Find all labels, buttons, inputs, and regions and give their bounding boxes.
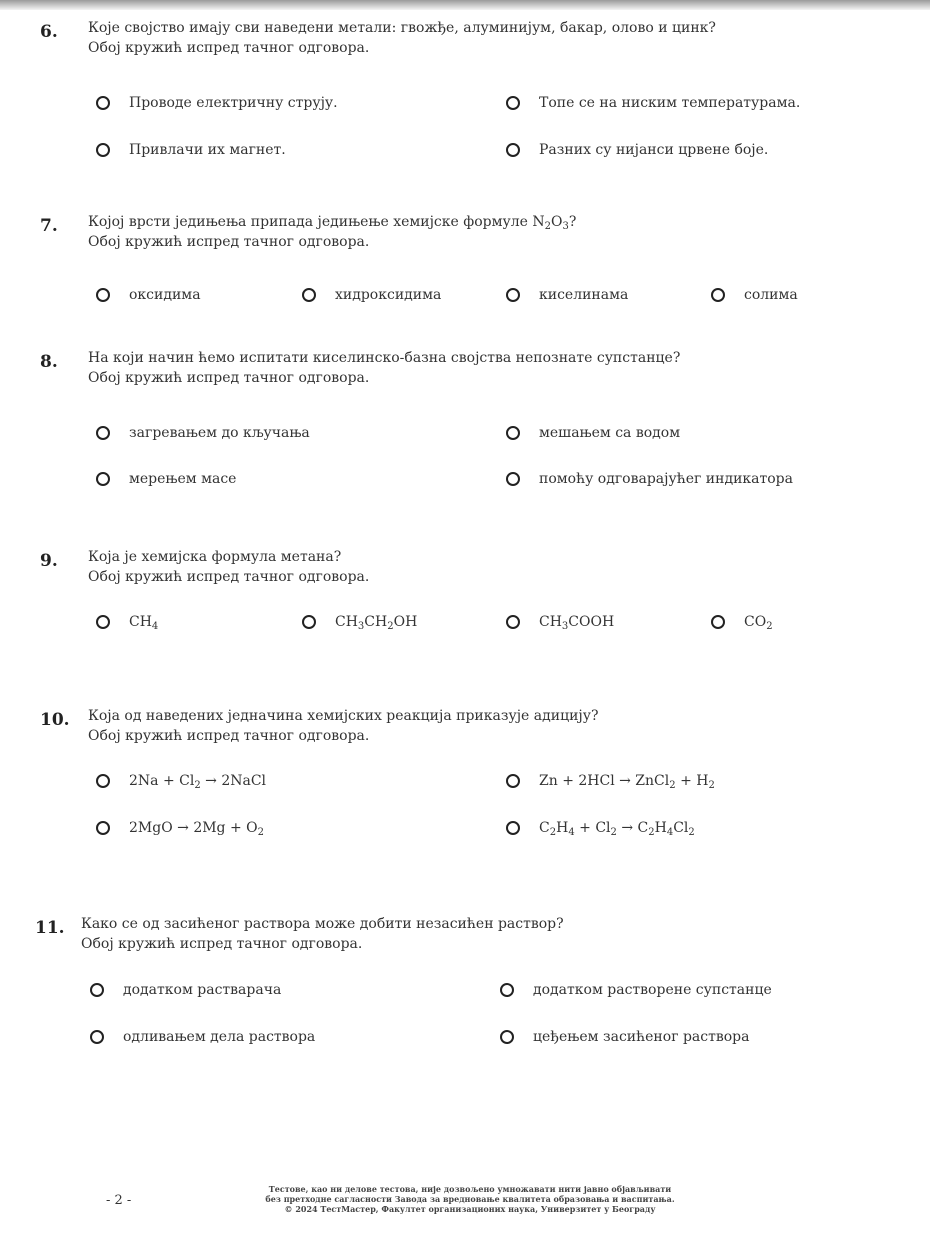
option-formula: $CH_3COOH$ [539,614,615,632]
answer-option[interactable] [90,982,281,998]
option-label: помоћу одговарајућег индикатора [539,471,793,487]
radio-circle-icon[interactable] [506,774,520,788]
radio-circle-icon[interactable] [506,821,520,835]
question-prompt: На који начин ћемо испитати киселинско-базна својства непознате супстанце? [88,350,681,366]
answer-option[interactable] [711,287,798,303]
answer-option[interactable] [506,820,695,836]
text-part: Којој врсти једињења припада једињење хемијске формуле N [88,214,545,230]
question-text [88,348,680,388]
answer-option[interactable] [96,425,310,441]
copyright-line: © 2024 ТестМастер, Факултет организационих наука, Универзитет у Београду [284,1204,656,1214]
option-equation: Zn + 2HCl → ZnCl$_2$ + $H_2$ [539,773,715,791]
question-instruction: Обој кружић испред тачног одговора. [88,728,370,744]
radio-circle-icon[interactable] [506,96,520,110]
radio-circle-icon[interactable] [506,288,520,302]
radio-circle-icon[interactable] [96,96,110,110]
option-label: оксидима [129,287,201,303]
answer-option[interactable] [96,471,236,487]
radio-circle-icon[interactable] [500,1030,514,1044]
answer-option[interactable] [506,142,768,158]
option-label: мешањем са водом [539,425,681,441]
radio-circle-icon[interactable] [96,774,110,788]
subscript: 2 [544,221,551,232]
question-number: 11. [35,918,65,938]
answer-option[interactable] [90,1029,315,1045]
radio-circle-icon[interactable] [96,143,110,157]
question-prompt [88,212,576,232]
question-number: 9. [40,551,58,571]
radio-circle-icon[interactable] [506,472,520,486]
answer-option[interactable] [500,982,772,998]
answer-option[interactable] [96,142,286,158]
page-number: - 2 - [106,1193,132,1208]
answer-option[interactable] [302,614,417,630]
radio-circle-icon[interactable] [500,983,514,997]
answer-option[interactable] [96,614,158,630]
radio-circle-icon[interactable] [90,983,104,997]
answer-option[interactable] [96,95,338,111]
answer-option[interactable] [506,471,793,487]
radio-circle-icon[interactable] [96,426,110,440]
option-equation: $2Na + Cl_2$ → 2NaCl [129,773,267,791]
option-label: додатком растворене супстанце [533,982,772,998]
question-prompt: Које својство имају сви наведени метали: гвожђе, алуминијум, бакар, олово и цинк? [88,20,716,36]
question-prompt: Која од наведених једначина хемијских реакција приказује адицију? [88,708,599,724]
question-instruction: Обој кружић испред тачног одговора. [88,234,370,250]
answer-option[interactable] [506,425,680,441]
radio-circle-icon[interactable] [96,288,110,302]
option-label: Топе се на ниским температурама. [539,95,801,111]
option-label: загревањем до кључања [129,425,310,441]
subscript: 3 [562,221,569,232]
answer-option[interactable] [506,287,628,303]
option-label: киселинама [539,287,629,303]
question-text [88,547,369,587]
question-number: 7. [40,216,58,236]
option-formula: $CH_4$ [129,614,159,632]
radio-circle-icon[interactable] [302,615,316,629]
radio-circle-icon[interactable] [711,288,725,302]
option-label: одливањем дела раствора [123,1029,316,1045]
answer-option[interactable] [500,1029,750,1045]
question-text [88,18,716,58]
radio-circle-icon[interactable] [302,288,316,302]
question-instruction: Обој кружић испред тачног одговора. [81,936,363,952]
copyright-line: Тестове, као ни делове тестова, није дозвољено умножавати нити јавно објављивати [268,1184,672,1194]
radio-circle-icon[interactable] [506,426,520,440]
answer-option[interactable] [96,287,201,303]
option-equation: $2MgO \to 2Mg + O_2$ [129,820,264,838]
radio-circle-icon[interactable] [96,472,110,486]
viewer-top-edge [0,0,930,10]
answer-option[interactable] [96,820,264,836]
question-number: 10. [40,710,70,730]
option-equation: $C_2H_4 + Cl_2 \to C_2H_4Cl_2$ [539,820,695,838]
option-formula: $CH_3CH_2OH$ [335,614,418,632]
answer-option[interactable] [302,287,441,303]
radio-circle-icon[interactable] [506,143,520,157]
answer-option[interactable] [506,773,715,789]
question-instruction: Обој кружић испред тачног одговора. [88,40,370,56]
question-number: 8. [40,352,58,372]
question-instruction: Обој кружић испред тачног одговора. [88,370,370,386]
question-text [88,212,576,252]
radio-circle-icon[interactable] [96,821,110,835]
question-prompt: Која је хемијска формула метана? [88,549,342,565]
question-text [81,914,564,954]
text-part: ? [568,214,577,230]
option-label: Привлачи их магнет. [129,142,286,158]
answer-option[interactable] [506,95,800,111]
option-label: солима [744,287,798,303]
option-label: Разних су нијанси црвене боје. [539,142,769,158]
radio-circle-icon[interactable] [96,615,110,629]
radio-circle-icon[interactable] [711,615,725,629]
answer-option[interactable] [506,614,614,630]
radio-circle-icon[interactable] [506,615,520,629]
option-label: хидроксидима [335,287,442,303]
option-formula: $CO_2$ [744,614,773,632]
option-label: Проводе електричну струју. [129,95,338,111]
answer-option[interactable] [96,773,266,789]
copyright-notice [250,1184,690,1214]
option-label: мерењем масе [129,471,237,487]
question-instruction: Обој кружић испред тачног одговора. [88,569,370,585]
question-text [88,706,599,746]
question-number: 6. [40,22,58,42]
radio-circle-icon[interactable] [90,1030,104,1044]
option-label: додатком растварача [123,982,282,998]
text-part: O [551,214,563,230]
answer-option[interactable] [711,614,773,630]
question-prompt: Како се од засићеног раствора може добити незасићен раствор? [81,916,564,932]
copyright-line: без претходне сагласности Завода за вредновање квалитета образовања и васпитања. [265,1194,675,1204]
option-label: цеђењем засићеног раствора [533,1029,750,1045]
